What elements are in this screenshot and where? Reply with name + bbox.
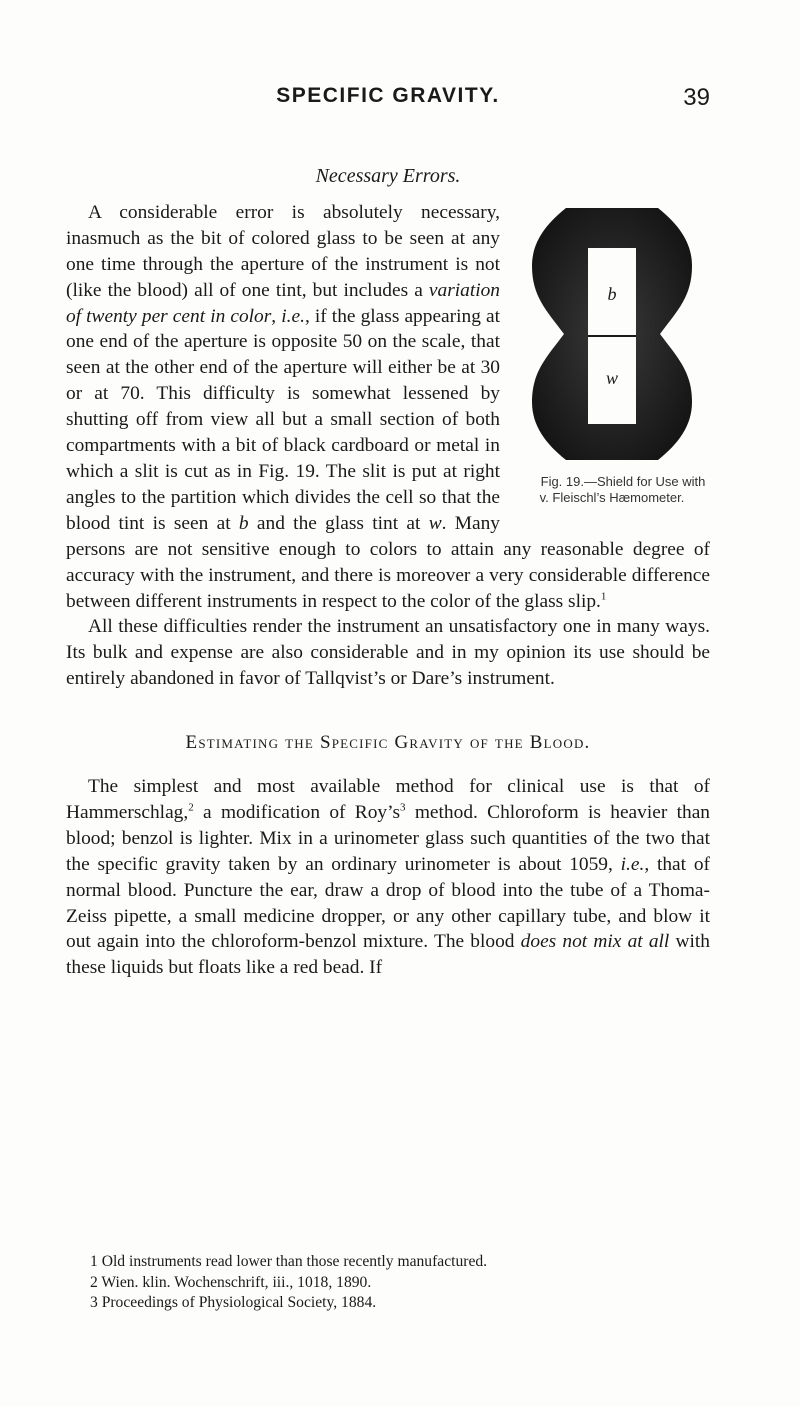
text-run: , that of normal blood. Puncture the ear, draw a drop of blood into the tube of a Thoma-Zeiss pipette, a small medicine dropper, or any other capillary tube, and blow it out again into the chloroform-benzol mixture. The blood — [66, 853, 710, 953]
paragraph-text — [66, 616, 710, 689]
body-text — [66, 164, 710, 981]
text-run: , if the glass appearing at one end of the aperture is opposite 50 on the scale, that seen at the other end of the aperture will either be at 30 or at 70. This difficulty is somewhat lessened by shutting off from view all but a small section of both compartments with a bit of black cardboard or metal in which a slit is cut as in Fig. 19. The slit is put at right angles to the partition which divides the cell so that the blood tint is seen at — [66, 305, 500, 534]
text-run: does not mix at all — [520, 931, 670, 953]
footnote-3: 3 Proceedings of Physiological Society, 1884. — [90, 1294, 377, 1311]
text-run: i.e. — [620, 853, 645, 875]
paragraph — [66, 774, 710, 981]
text-run: , — [271, 305, 282, 327]
text-run: b — [238, 512, 249, 534]
section-heading-necessary-errors: Necessary Errors. — [315, 165, 461, 187]
footnote-1: 1 Old instruments read lower than those recently manufactured. — [90, 1253, 488, 1270]
text-run: method. Chloroform is heavier than blood; benzol is lighter. Mix in a urinometer glass such quantities of the two that the specific gravity taken by an ordinary urinometer is about 1059, — [66, 801, 710, 875]
text-run: a modification of Roy’s — [193, 801, 401, 823]
text-run: . Many persons are not sensitive enough to colors to attain any reasonable degree of accuracy with the instrument, and there is moreover a very considerable difference between different instruments in respect to the color of the glass slip. — [66, 512, 710, 612]
text-run: All these difficulties render the instrument an unsatisfactory one in many ways. Its bulk and expense are also considerable and in my opinion its use should be entirely abandoned in favor of Tallqvist’s or Dare’s instrument. — [66, 616, 710, 690]
running-head — [66, 84, 710, 114]
text-run: The simplest and most available method for clinical use is that of Hammerschlag, — [66, 776, 710, 823]
text-run: and the glass tint at — [248, 512, 429, 534]
paragraph — [66, 200, 710, 615]
label-b: b — [607, 283, 617, 304]
footnote-2: 2 Wien. klin. Wochenschrift, iii., 1018, 1890. — [90, 1273, 372, 1291]
paragraph-text — [66, 776, 710, 978]
page-number: 39 — [683, 84, 710, 111]
footnotes — [66, 1252, 710, 1314]
section-heading-specific-gravity — [66, 730, 710, 756]
figure-caption: Fig. 19.—Shield for Use with v. Fleischl’s Hæmometer. — [539, 473, 706, 505]
running-title: SPECIFIC GRAVITY. — [276, 84, 500, 107]
footnote-marker: 3 — [400, 801, 406, 814]
text-run: w — [428, 512, 442, 534]
label-w: w — [605, 367, 619, 388]
footnote-marker: 1 — [600, 590, 607, 603]
text-run: with these liquids but floats like a red bead. If — [66, 931, 710, 979]
shield-illustration — [532, 202, 692, 466]
text-run: variation of twenty per cent in color — [66, 279, 500, 327]
text-run: i.e. — [281, 305, 305, 327]
heading-text: Estimating the Specific Gravity of the Blood. — [185, 732, 591, 754]
paragraph — [66, 614, 710, 692]
text-run: A considerable error is absolutely necessary, inasmuch as the bit of colored glass to be seen at any one time through the aperture of the instrument is not (like the blood) all of one tint, but includes a — [66, 201, 500, 301]
footnote-marker: 2 — [188, 801, 194, 814]
figure-19 — [514, 202, 710, 506]
